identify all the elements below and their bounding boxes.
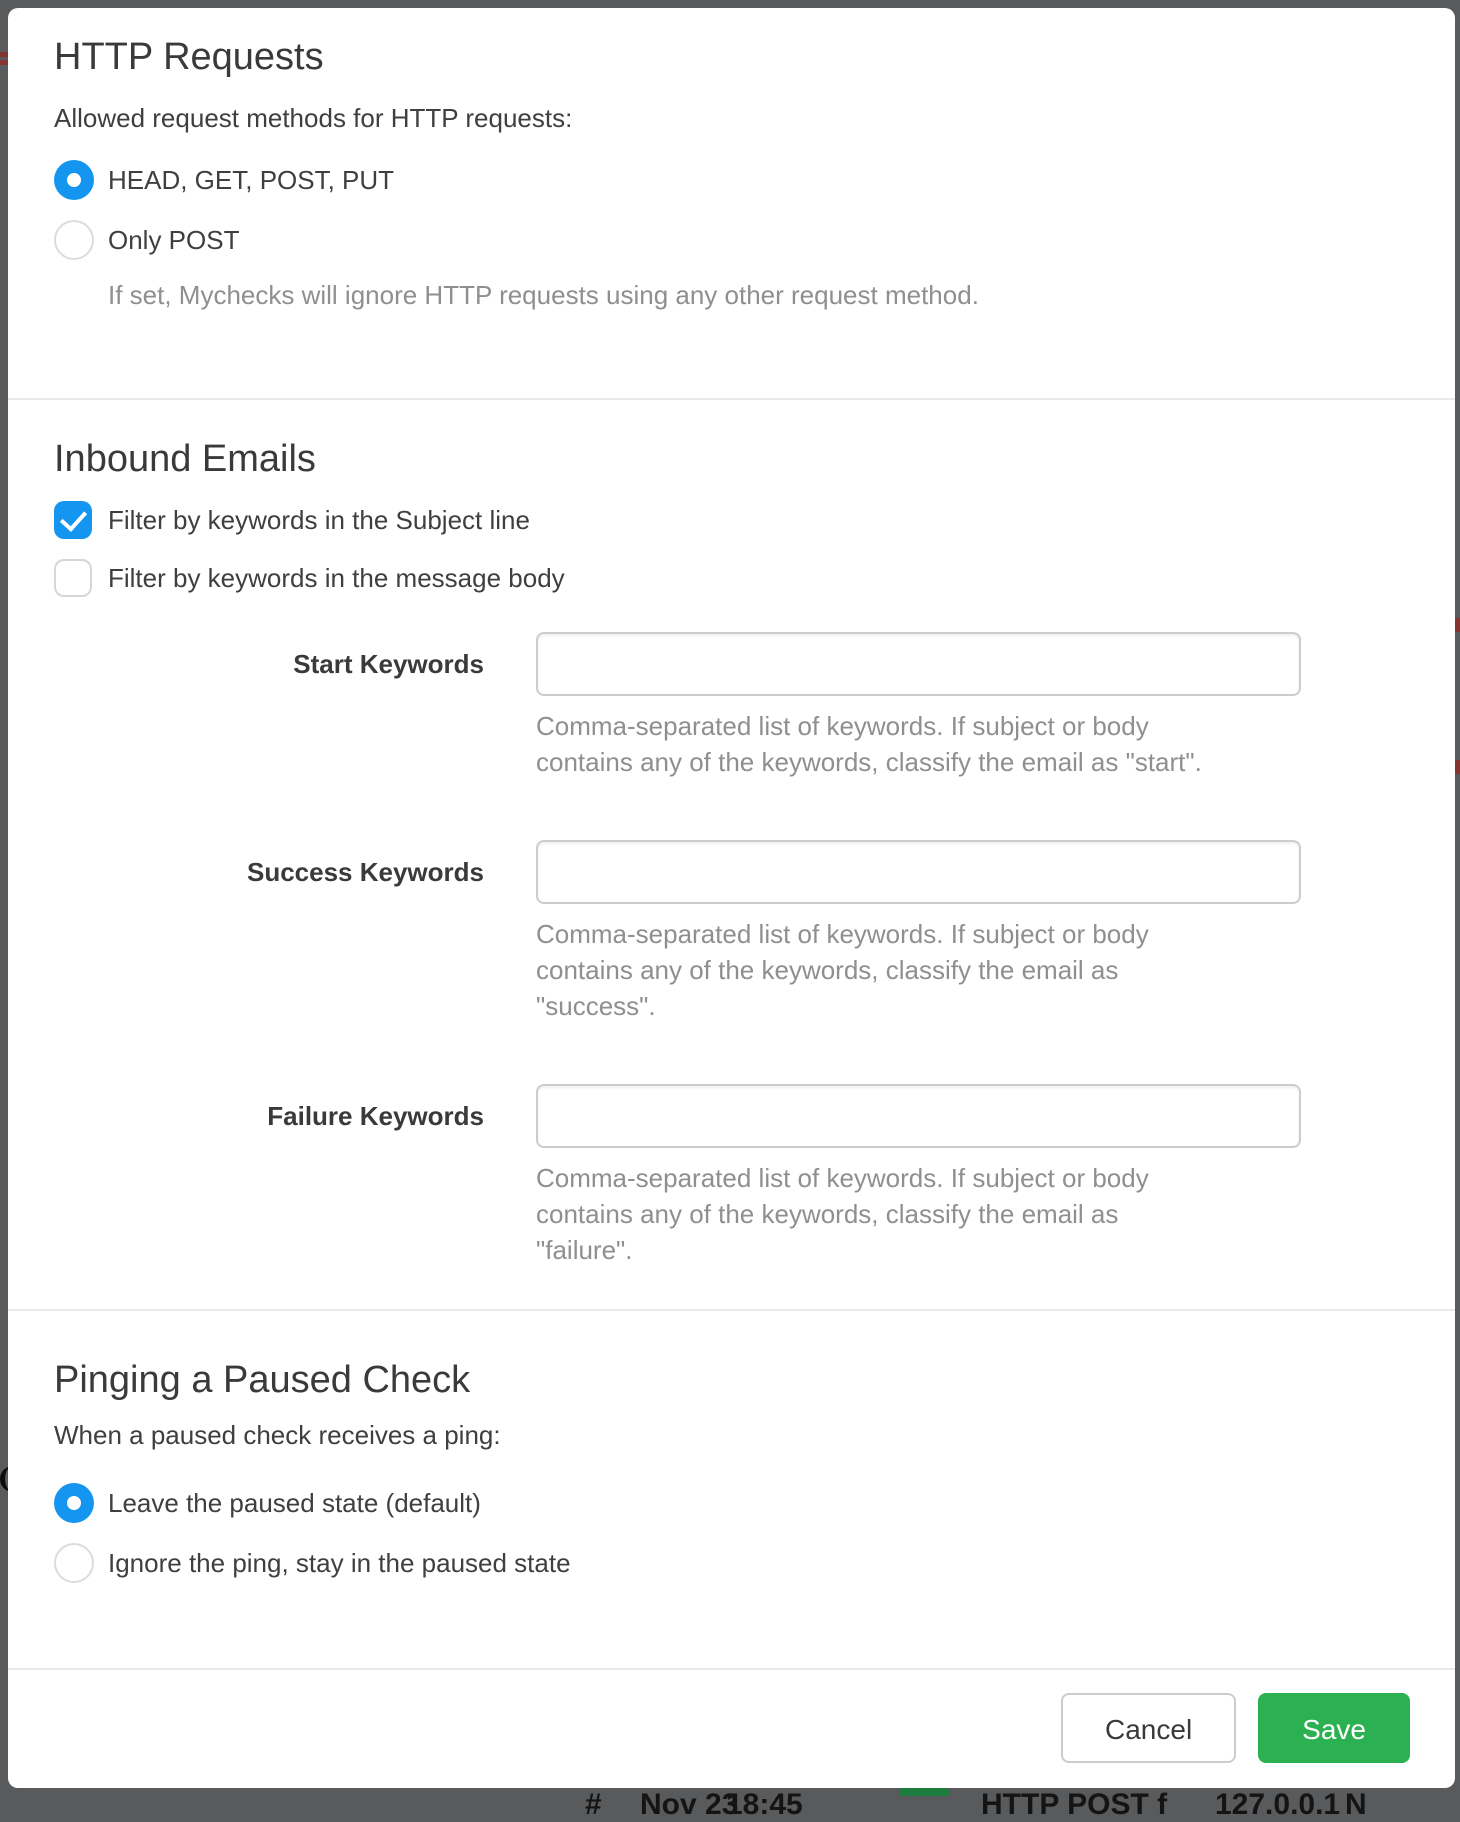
radio-selected-icon[interactable]: [54, 160, 94, 200]
section-title: Inbound Emails: [54, 438, 316, 480]
radio-label: Ignore the ping, stay in the paused state: [108, 1547, 571, 1578]
checkbox-unchecked-icon[interactable]: [54, 559, 92, 597]
success-keywords-input[interactable]: [536, 840, 1301, 904]
radio-label: Leave the paused state (default): [108, 1487, 481, 1518]
section-http-requests: [8, 8, 1455, 400]
checkbox-checked-icon[interactable]: [54, 501, 92, 539]
field-group-start-keywords: [54, 632, 1409, 780]
log-fragment: 127.0.0.1: [1215, 1788, 1341, 1821]
field-help-text: Comma-separated list of keywords. If subject or body contains any of the keywords, classify the email as "start".: [536, 711, 1202, 777]
log-fragment: 18:45: [726, 1788, 803, 1821]
section-title: HTTP Requests: [54, 36, 324, 78]
section-pinging-paused-check: [8, 1311, 1455, 1670]
field-group-success-keywords: [54, 840, 1409, 1024]
checkbox-filter-subject[interactable]: [54, 500, 1409, 540]
radio-unselected-icon[interactable]: [54, 1543, 94, 1583]
radio-option-leave-paused[interactable]: [54, 1481, 1409, 1525]
radio-selected-icon[interactable]: [54, 1483, 94, 1523]
field-help-text: Comma-separated list of keywords. If subject or body contains any of the keywords, classify the email as "success".: [536, 919, 1149, 1021]
section-title: Pinging a Paused Check: [54, 1359, 471, 1401]
radio-label: HEAD, GET, POST, PUT: [108, 164, 395, 195]
radio-option-ignore-ping[interactable]: [54, 1541, 1409, 1585]
field-label: Success Keywords: [246, 856, 484, 887]
save-button[interactable]: Save: [1258, 1693, 1410, 1763]
radio-label: Only POST: [108, 224, 240, 255]
field-group-failure-keywords: [54, 1084, 1409, 1268]
section-inbound-emails: [8, 400, 1455, 1311]
section-intro: When a paused check receives a ping:: [54, 1420, 501, 1450]
field-help-text: Comma-separated list of keywords. If subject or body contains any of the keywords, classify the email as "failure".: [536, 1163, 1149, 1265]
start-keywords-input[interactable]: [536, 632, 1301, 696]
backdrop-log-row: [0, 1788, 1460, 1821]
radio-unselected-icon[interactable]: [54, 220, 94, 260]
cancel-button[interactable]: Cancel: [1061, 1693, 1236, 1763]
radio-option-allowed-methods[interactable]: [54, 158, 1409, 202]
checkbox-label: Filter by keywords in the message body: [108, 562, 565, 593]
log-fragment: Nov 23: [640, 1788, 739, 1821]
modal-footer: [8, 1670, 1455, 1786]
status-badge: [899, 1788, 949, 1796]
log-fragment: HTTP POST f: [981, 1788, 1168, 1821]
backdrop-red-fragment: [1455, 618, 1460, 632]
log-fragment: #: [585, 1788, 602, 1821]
help-text: If set, Mychecks will ignore HTTP requests using any other request method.: [108, 280, 979, 310]
settings-modal: [8, 8, 1455, 1788]
checkbox-label: Filter by keywords in the Subject line: [108, 504, 530, 535]
checkbox-filter-body[interactable]: [54, 558, 1409, 598]
radio-option-only-post[interactable]: [54, 218, 1409, 262]
log-fragment: N: [1345, 1788, 1367, 1821]
backdrop-red-fragment: [1455, 760, 1460, 774]
field-label: Start Keywords: [293, 648, 484, 679]
field-label: Failure Keywords: [267, 1100, 484, 1131]
failure-keywords-input[interactable]: [536, 1084, 1301, 1148]
section-intro: Allowed request methods for HTTP requests:: [54, 103, 573, 133]
